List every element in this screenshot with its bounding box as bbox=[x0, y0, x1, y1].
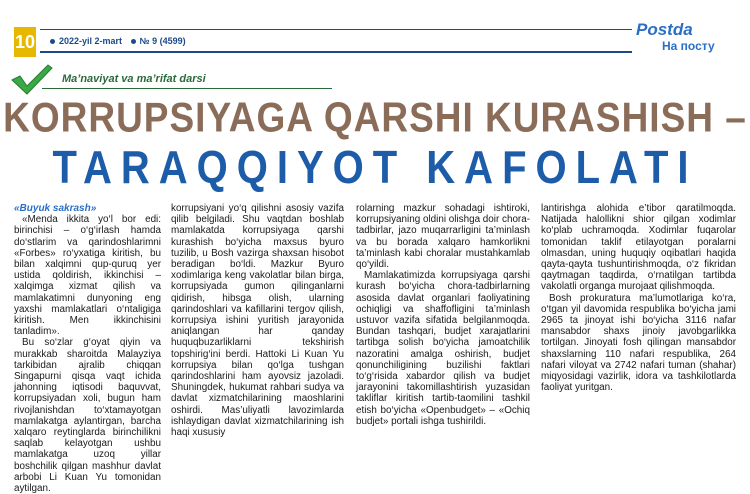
section-rubric: Ma’naviyat va ma’rifat darsi bbox=[62, 73, 206, 85]
logo-subtitle: На посту bbox=[662, 39, 715, 53]
paragraph: rolarning mazkur sohadagi ishtiroki, korrupsiyaning oldini olishga doir chora-tadbirlar, jazo muqarrarligini ta’minlash va bu borada xalqaro hamkorlikni ta’minlash kabi choralar mustahkamlab qo‘yildi. bbox=[356, 203, 531, 271]
issue-date: 2022-yil 2-mart bbox=[59, 36, 123, 46]
paragraph: «Menda ikkita yo‘l bor edi: birinchisi – o‘g‘irlash hamda do‘stlarim va qarindoshlarimni «Forbes» ro‘yxatiga kiritish, bu bilan xalqimni qup-quruq yer ustida qoldirish, ikkinchisi – xalqimga xizmat qilish va mamlakatimni dunyoning eng yaxshi mamlakatlari o‘ntaligiga kiritish. Men ikkinchisini tanladim». bbox=[14, 214, 161, 338]
page-number: 10 bbox=[14, 27, 36, 57]
headline-line-2: TARAQQIYOT KAFOLATI bbox=[52, 142, 698, 194]
rubric-underline bbox=[42, 88, 332, 89]
checkmark-icon bbox=[8, 62, 54, 96]
paragraph: Bu so‘zlar g‘oyat qiyin va murakkab sharoitda Malayziya tarkibidan ajralib chiqqan Singapurni qisqa vaqt ichida jahonning iqtisodi baquvvat, korrupsiyadan xoli, bugun ham rivojlanishdan to‘xtamayotgan mamlakatga aylantirgan, barcha xalqaro reytinglarda birinchilikni saqlab kelayotgan ushbu mamlakatga uzoq yillar boshchilik qilgan mashhur davlat arbobi Li Kuan Yu tomonidan aytilgan. bbox=[14, 337, 161, 494]
header-rule bbox=[40, 51, 632, 53]
issue-number: № 9 (4599) bbox=[139, 36, 186, 46]
article-column-2 bbox=[171, 203, 344, 438]
article-column-1 bbox=[14, 203, 161, 494]
paragraph: Bosh prokuratura ma’lumotlariga ko‘ra, o‘tgan yil davomida respublika bo‘yicha jami 2965 ta jinoyat ishi bo‘yicha 3116 nafar mansabdor shaxs jinoiy javobgarlikka tortilgan. Jinoyati fosh qilingan mansabdor shaxslarning 110 nafari respublika, 264 nafari viloyat va 2742 nafari tuman (shahar) miqyosidagi vazirlik, idora va tashkilotlarda faoliyat yuritgan. bbox=[541, 292, 736, 394]
paragraph: korrupsiyani yo‘q qilishni asosiy vazifa qilib belgiladi. Shu vaqtdan boshlab mamlakatda korrupsiyaga qarshi kurashish bo‘yicha maxsus byuro tuzilib, u Bosh vazirga shaxsan hisobot beradigan bo‘ldi. Mazkur Byuro xodimlariga keng vakolatlar bilan birga, korrupsiyada gumon qilinganlarni qidirish, hibsga olish, ularning qarindoshlari va kafillarini tergov qilish, korrupsiya ishini yuritish jarayonida aniqlangan har qanday huquqbuzarliklarni tekshirish topshirig‘ini berdi. Hattoki Li Kuan Yu korrupsiya bilan qo‘lga tushgan qarindoshlarini ham ayovsiz jazoladi. Shuningdek, hukumat rahbari sudya va davlat xizmatchilarining maoshlarini oshirdi. Mas’uliyatli lavozimlarda ishlaydigan davlat xizmatchilarining ish haqi xususiy bbox=[171, 203, 344, 439]
bullet-icon bbox=[131, 39, 136, 44]
article-column-4 bbox=[541, 203, 736, 393]
paragraph: lantirishga alohida e’tibor qaratilmoqda. Natijada halollikni shior qilgan xodimlar ko‘plab uchramoqda. Xodimlar fuqarolar tomonidan taklif etilayotgan poralarni olmasdan, uning huquqiy oqibatlari haqida qayta-qayta tushuntirishmoqda, o‘z fikridan qaytmagan taqdirda, o‘rnatilgan tartibda vakolatli organga murojaat qilishmoqda. bbox=[541, 203, 736, 293]
article-column-3 bbox=[356, 203, 530, 427]
newspaper-logo bbox=[636, 20, 748, 60]
issue-info bbox=[44, 36, 186, 46]
bullet-icon bbox=[50, 39, 55, 44]
paragraph: Mamlakatimizda korrupsiyaga qarshi kurash bo‘yicha chora-tadbirlarning asosida davlat organlari faoliyatining ochiqligi va shaffofligini ta’minlash ustuvor vazifa sifatida belgilanmoqda. Bundan tashqari, budjet xarajatlarini tartibga solish bo‘yicha jamoatchilik nazoratini amalga oshirish, budjet qonunchiligining buzilishi faktlari to‘g‘risida xabardor qilish va budjet jarayonini takomillashtirish yuzasidan takliflar kiritish tartib-taomilini tashkil etish bo‘yicha «Openbudget» – «Ochiq budjet» portali ishga tushirildi. bbox=[356, 270, 530, 427]
header-rule-top bbox=[40, 29, 632, 30]
column-subheading: «Buyuk sakrash» bbox=[14, 203, 97, 214]
headline-line-1: KORRUPSIYAGA QARSHI KURASHISH – bbox=[3, 94, 747, 141]
logo-title: Postda bbox=[636, 20, 693, 39]
